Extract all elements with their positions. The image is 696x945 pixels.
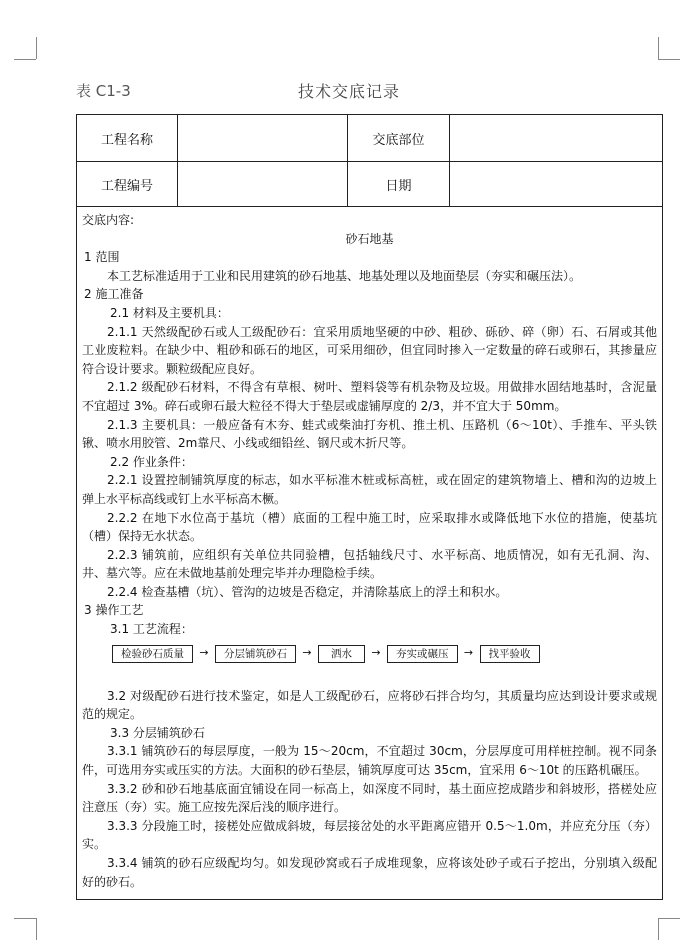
crop-mark (36, 918, 37, 940)
subheading: 2.1 材料及主要机具： (110, 305, 229, 320)
paragraph: 3.3.4 铺筑的砂石应级配均匀。如发现砂窝或石子成堆现象，应将该处砂子或石子挖出，分别填入级配好的砂石。 (82, 856, 657, 889)
paragraph: 3.3.3 分段施工时，接槎处应做成斜坡，每层接岔处的水平距离应错开 0.5～1.0m，并应充分压（夯）实。 (82, 818, 657, 852)
record-form (76, 114, 663, 900)
crop-mark (14, 918, 36, 919)
arrow-right-icon: → (371, 646, 381, 660)
date-label: 日期 (348, 162, 450, 206)
paragraph: 2.2.4 检查基槽（坑）、管沟的边坡是否稳定，并清除基底上的浮土和积水。 (107, 584, 508, 599)
form-code: 表 C1-3 (76, 82, 131, 100)
paragraph: 3.3.2 砂和砂石地基底面宜铺设在同一标高上，如深度不同时，基土面应挖成踏步和斜坡形，搭槎处应注意压（夯）实。施工应按先深后浅的顺序进行。 (82, 781, 657, 815)
paragraph: 2.2.1 设置控制铺筑厚度的标志，如水平标准木桩或标高桩，或在固定的建筑物墙上、槽和沟的边坡上弹上水平标高线或钉上水平标高木橛。 (82, 473, 657, 506)
disclosure-content (82, 211, 657, 891)
crop-mark (658, 918, 680, 919)
paragraph: 3.3.1 铺筑砂石的每层厚度，一般为 15～20cm，不宜超过 30cm，分层厚度可用样桩控制。视不同条件，可选用夯实或压实的方法。大面积的砂石垫层，铺筑厚度可达 35cm，宜采用 6～10t 的压路机碾压。 (82, 744, 657, 778)
flow-step: 夯实或碾压 (387, 645, 458, 663)
subheading: 3.1 工艺流程： (110, 622, 193, 637)
arrow-right-icon: → (463, 646, 474, 660)
flow-step: 洒水 (318, 645, 365, 663)
crop-mark (14, 59, 36, 60)
flow-step: 检验砂石质量 (112, 645, 193, 663)
arrow-right-icon: → (199, 646, 209, 660)
content-intro: 交底内容: (82, 213, 135, 227)
crop-mark (36, 37, 37, 59)
subheading: 3.3 分层铺筑砂石 (110, 725, 205, 740)
project-name-field[interactable] (178, 115, 348, 161)
header-row-1 (77, 115, 662, 162)
heading-process: 3 操作工艺 (84, 603, 144, 618)
crop-mark (658, 59, 680, 60)
section-title: 砂石地基 (345, 231, 394, 246)
flow-step: 分层铺筑砂石 (215, 645, 296, 663)
heading-preparation: 2 施工准备 (84, 287, 144, 302)
process-flow (112, 643, 657, 665)
paragraph: 2.1.3 主要机具：一般应备有木夯、蛙式或柴油打夯机、推土机、压路机（6～10t）、手推车、平头铁锹、喷水用胶管、2m靠尺、小线或细铅丝、钢尺或木折尺等。 (82, 417, 657, 451)
crop-mark (658, 918, 659, 940)
heading-scope: 1 范围 (84, 250, 120, 265)
flow-step: 找平验收 (480, 645, 540, 663)
paragraph: 本工艺标准适用于工业和民用建筑的砂石地基、地基处理以及地面垫层（夯实和碾压法）。 (107, 268, 582, 283)
arrow-right-icon: → (302, 646, 312, 660)
paragraph: 2.1.2 级配砂石材料，不得含有草根、树叶、塑料袋等有机杂物及垃圾。用做排水固结地基时，含泥量不宜超过 3%。碎石或卵石最大粒径不得大于垫层或虚铺厚度的 2/3，并不宜大于 50mm。 (82, 380, 657, 413)
crop-mark (658, 37, 659, 59)
document-title: 技术交底记录 (298, 82, 401, 101)
paragraph: 2.1.1 天然级配砂石或人工级配砂石：宜采用质地坚硬的中砂、粗砂、砾砂、碎（卵）石、石屑或其他工业废粒料。在缺少中、粗砂和砾石的地区，可采用细砂，但宜同时掺入一定数量的碎石或卵石，其掺量应符合设计要求。颗粒级配应良好。 (82, 324, 657, 376)
project-no-label: 工程编号 (77, 162, 178, 206)
subheading: 2.2 作业条件： (110, 454, 193, 469)
part-field[interactable] (450, 115, 662, 161)
header-row-2 (77, 162, 662, 207)
project-no-field[interactable] (178, 162, 348, 206)
paragraph: 3.2 对级配砂石进行技术鉴定，如是人工级配砂石，应将砂石拌合均匀，其质量均应达到设计要求或规范的规定。 (82, 688, 657, 722)
date-field[interactable] (450, 162, 662, 206)
part-label: 交底部位 (348, 115, 450, 161)
paragraph: 2.2.3 铺筑前，应组织有关单位共同验槽，包括轴线尺寸、水平标高、地质情况，如有无孔洞、沟、井、墓穴等。应在未做地基前处理完毕并办理隐检手续。 (82, 547, 657, 581)
paragraph: 2.2.2 在地下水位高于基坑（槽）底面的工程中施工时，应采取排水或降低地下水位的措施，使基坑（槽）保持无水状态。 (82, 510, 657, 544)
project-name-label: 工程名称 (77, 115, 178, 161)
